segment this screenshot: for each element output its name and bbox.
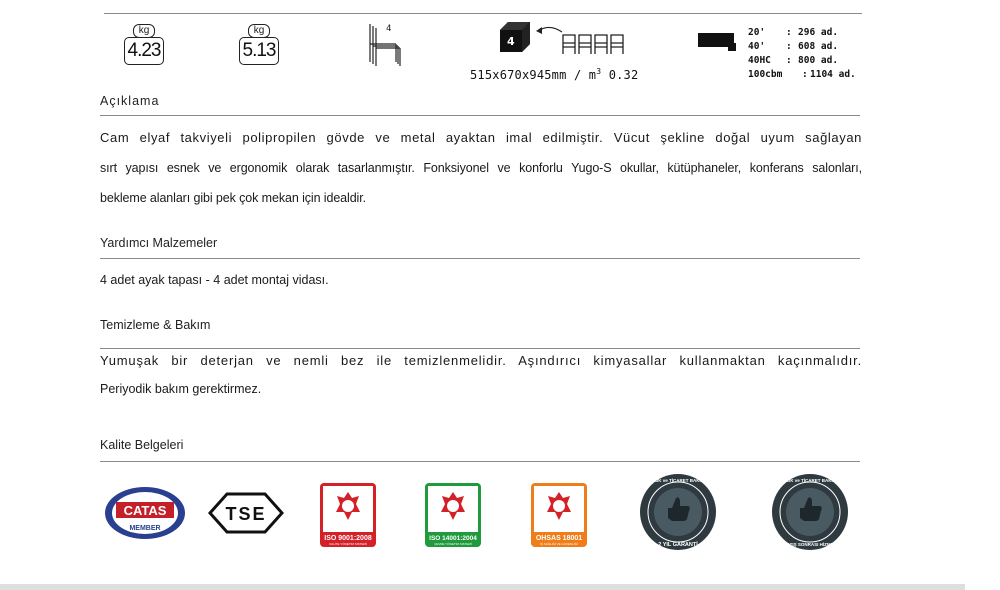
catas-logo: [104, 486, 186, 542]
after-sales-ring-text: GÜMRÜK ve TİCARET BAKANLIĞI: [773, 478, 847, 483]
catas-name: CATAS: [123, 503, 167, 518]
accessories-rule: [100, 258, 860, 259]
description-line: Cam elyaf takviyeli polipropilen gövde ve metal ayaktan imal edilmiştir. Vücut şekline doğal uyum sağlayan: [100, 130, 862, 145]
cleaning-text: [100, 347, 862, 403]
bottom-scroll-bar[interactable]: [0, 584, 965, 590]
cleaning-line: Yumuşak bir deterjan ve nemli bez ile temizlenmelidir. Aşındırıcı kimyasallar kullanmaktan kaçınmalıdır.: [100, 353, 862, 368]
container-row: 20' : 296 ad.: [748, 27, 839, 38]
ohsas-sub: İŞ SAĞLIĞI VE GÜVENLİĞİ: [540, 542, 578, 546]
iso-14001-sub: ÇEVRE YÖNETİM SİSTEMİ: [434, 542, 472, 546]
iso-9001-badge: [319, 482, 377, 548]
iso-14001-name: ISO 14001:2004: [429, 535, 477, 542]
box-icon: [500, 22, 532, 54]
gross-weight-value: 5.13: [239, 37, 279, 65]
description-line: sırt yapısı esnek ve ergonomik olarak tasarlanmıştır. Fonksiyonel ve konforlu Yugo-S okullar, kütüphaneler, konferans salonları,: [100, 161, 862, 175]
arrow-icon: [536, 24, 564, 36]
description-text: [100, 123, 862, 213]
description-rule: [100, 115, 860, 116]
dimensions-volume: $515x670x945mm / m^3$ 0.32: [470, 67, 639, 82]
stacking-chair-icon: [366, 22, 402, 68]
kg-tag: kg: [133, 24, 155, 38]
warranty-badge: [638, 472, 718, 552]
container-row: 100cbm : 1104 ad.: [748, 69, 856, 80]
cleaning-title: Temizleme & Bakım: [100, 318, 211, 332]
box-count: 4: [507, 35, 515, 48]
ohsas-18001-badge: [530, 482, 588, 548]
description-title: Açıklama: [100, 94, 160, 108]
tse-name: TSE: [225, 504, 267, 524]
container-row: 40HC : 800 ad.: [748, 55, 839, 66]
stack-count: 4: [386, 24, 392, 34]
container-truck-icon: [698, 33, 736, 53]
after-sales-name: SATIŞ SONRASI HİZMET: [783, 542, 837, 547]
iso-9001-name: ISO 9001:2008: [324, 535, 372, 542]
certificates-rule: [100, 461, 860, 462]
top-rule: [104, 13, 862, 14]
container-row: 40' : 608 ad.: [748, 41, 839, 52]
after-sales-badge: [770, 472, 850, 552]
four-chairs-icon: [562, 33, 624, 55]
warranty-name: 2 YIL GARANTİ: [658, 542, 698, 548]
net-weight-value: 4.23: [124, 37, 164, 65]
certificates-title: Kalite Belgeleri: [100, 438, 184, 452]
warranty-ring-text: GÜMRÜK ve TİCARET BAKANLIĞI: [641, 478, 715, 483]
catas-member: MEMBER: [129, 525, 161, 532]
iso-9001-sub: KALİTE YÖNETİM SİSTEMİ: [329, 542, 367, 546]
ohsas-name: OHSAS 18001: [535, 535, 583, 542]
kg-tag: kg: [248, 24, 270, 38]
accessories-text: 4 adet ayak tapası - 4 adet montaj vidası.: [100, 273, 329, 287]
iso-14001-badge: [424, 482, 482, 548]
accessories-title: Yardımcı Malzemeler: [100, 236, 218, 250]
cleaning-line: Periyodik bakım gerektirmez.: [100, 382, 262, 396]
tse-logo: [208, 492, 284, 534]
description-line: bekleme alanları gibi pek çok mekan için idealdir.: [100, 191, 366, 205]
